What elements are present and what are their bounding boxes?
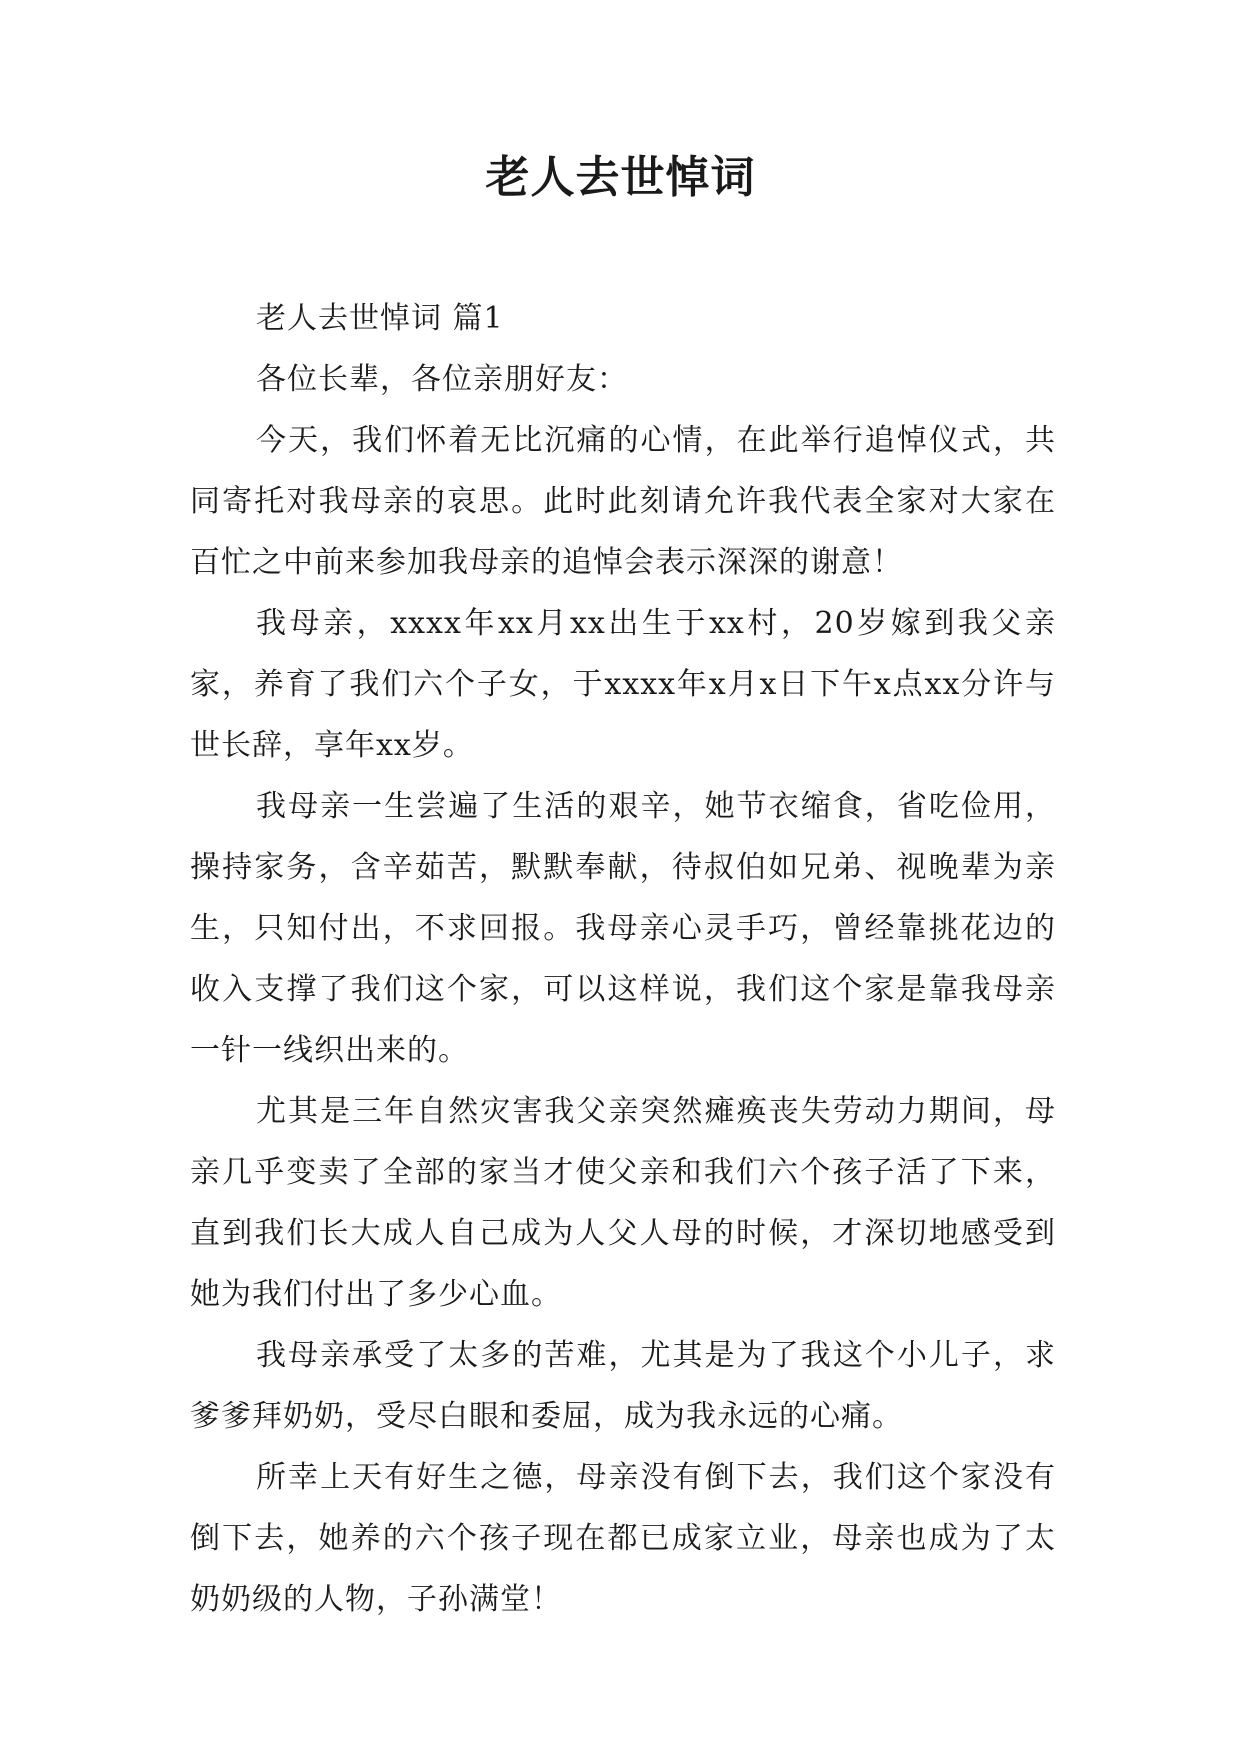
- body-paragraph: 我母亲，xxxx年xx月xx出生于xx村，20岁嫁到我父亲家，养育了我们六个子女，于xxxx年x月x日下午x点xx分许与世长辞，享年xx岁。: [190, 606, 1056, 763]
- body-paragraph: 今天，我们怀着无比沉痛的心情，在此举行追悼仪式，共同寄托对我母亲的哀思。此时此刻请允许我代表全家对大家在百忙之中前来参加我母亲的追悼会表示深深的谢意！: [190, 423, 1056, 580]
- document-title: 老人去世悼词: [485, 152, 756, 203]
- body-paragraph: 我母亲一生尝遍了生活的艰辛，她节衣缩食，省吃俭用，操持家务，含辛茹苦，默默奉献，待叔伯如兄弟、视晚辈为亲生，只知付出，不求回报。我母亲心灵手巧，曾经靠挑花边的收入支撑了我们这个家，可以这样说，我们这个家是靠我母亲一针一线织出来的。: [190, 789, 1056, 1068]
- body-paragraph: 我母亲承受了太多的苦难，尤其是为了我这个小儿子，求爹爹拜奶奶，受尽白眼和委屈，成为我永远的心痛。: [190, 1338, 1056, 1434]
- document-body: [190, 288, 1056, 1630]
- salutation: 各位长辈，各位亲朋好友：: [256, 362, 628, 397]
- body-paragraph: 尤其是三年自然灾害我父亲突然瘫痪丧失劳动力期间，母亲几乎变卖了全部的家当才使父亲和我们六个孩子活了下来，直到我们长大成人自己成为人父人母的时候，才深切地感受到她为我们付出了多少心血。: [190, 1094, 1056, 1312]
- section-heading: 老人去世悼词 篇1: [256, 301, 504, 336]
- body-paragraph: 所幸上天有好生之德，母亲没有倒下去，我们这个家没有倒下去，她养的六个孩子现在都已成家立业，母亲也成为了太奶奶级的人物，子孙满堂！: [190, 1460, 1056, 1617]
